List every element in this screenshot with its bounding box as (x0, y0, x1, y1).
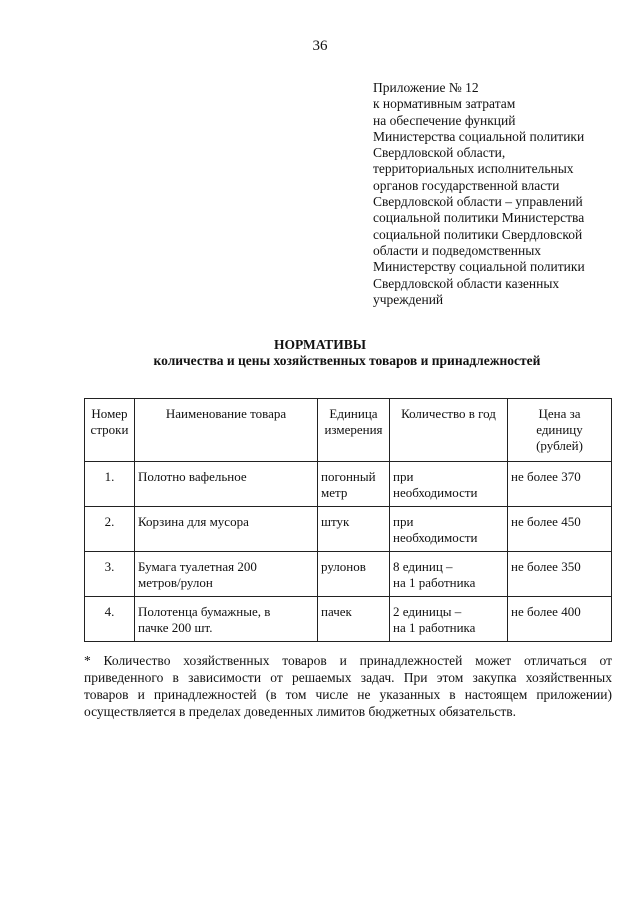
cell-item-name: Полотенца бумажные, в пачке 200 шт. (135, 597, 318, 642)
appendix-line: Приложение № 12 (373, 80, 479, 95)
appendix-line: социальной политики Свердловской (373, 226, 583, 242)
cell-unit: погонный метр (318, 462, 390, 507)
cell-quantity: при необходимости (390, 462, 508, 507)
page-number: 36 (312, 38, 328, 54)
header-unit: Единица измерения (318, 399, 390, 462)
cell-price: не более 450 (508, 507, 612, 552)
norms-table (84, 398, 612, 642)
cell-row-number: 3. (85, 552, 135, 597)
cell-row-number: 1. (85, 462, 135, 507)
appendix-line: на обеспечение функций (373, 112, 516, 128)
appendix-line: Министерства социальной политики (373, 128, 585, 144)
cell-price: не более 400 (508, 597, 612, 642)
appendix-line: органов государственной власти (373, 177, 560, 193)
appendix-line: социальной политики Министерства (373, 210, 585, 226)
cell-unit: пачек (318, 597, 390, 642)
footnote-line: товаров и принадлежностей (в том числе не указанных в настоящем приложении) (84, 687, 612, 702)
appendix-header (373, 80, 623, 308)
cell-row-number: 4. (85, 597, 135, 642)
document-title: НОРМАТИВЫ (273, 337, 367, 352)
cell-quantity: при необходимости (390, 507, 508, 552)
header-item-name: Наименование товара (135, 399, 318, 462)
table-header-row (85, 399, 612, 462)
cell-item-name: Полотно вафельное (135, 462, 318, 507)
cell-unit: штук (318, 507, 390, 552)
table-row (85, 462, 612, 507)
cell-item-name: Бумага туалетная 200 метров/рулон (135, 552, 318, 597)
cell-row-number: 2. (85, 507, 135, 552)
cell-item-name: Корзина для мусора (135, 507, 318, 552)
header-price: Цена за единицу (рублей) (508, 399, 612, 462)
appendix-line: учреждений (373, 291, 444, 307)
table-row (85, 552, 612, 597)
cell-price: не более 370 (508, 462, 612, 507)
appendix-line: Министерству социальной политики (373, 259, 585, 275)
footnote (84, 652, 612, 720)
table-row (85, 507, 612, 552)
footnote-line: приведенного в зависимости от решаемых задач. При этом закупка хозяйственных (84, 670, 612, 685)
cell-quantity: 2 единицы – на 1 работника (390, 597, 508, 642)
appendix-line: Свердловской области, (373, 145, 506, 161)
footnote-line: * Количество хозяйственных товаров и принадлежностей может отличаться от (84, 653, 612, 668)
cell-quantity: 8 единиц – на 1 работника (390, 552, 508, 597)
appendix-line: области и подведомственных (373, 242, 542, 258)
cell-unit: рулонов (318, 552, 390, 597)
appendix-line: к нормативным затратам (373, 96, 516, 112)
header-row-number: Номер строки (85, 399, 135, 462)
table-row (85, 597, 612, 642)
appendix-line: Свердловской области – управлений (373, 194, 583, 210)
footnote-line: осуществляется в пределах доведенных лимитов бюджетных обязательств. (84, 704, 516, 719)
cell-price: не более 350 (508, 552, 612, 597)
header-quantity: Количество в год (390, 399, 508, 462)
document-subtitle: количества и цены хозяйственных товаров и принадлежностей (153, 353, 541, 368)
appendix-line: Свердловской области казенных (373, 275, 560, 291)
appendix-line: территориальных исполнительных (373, 161, 574, 177)
